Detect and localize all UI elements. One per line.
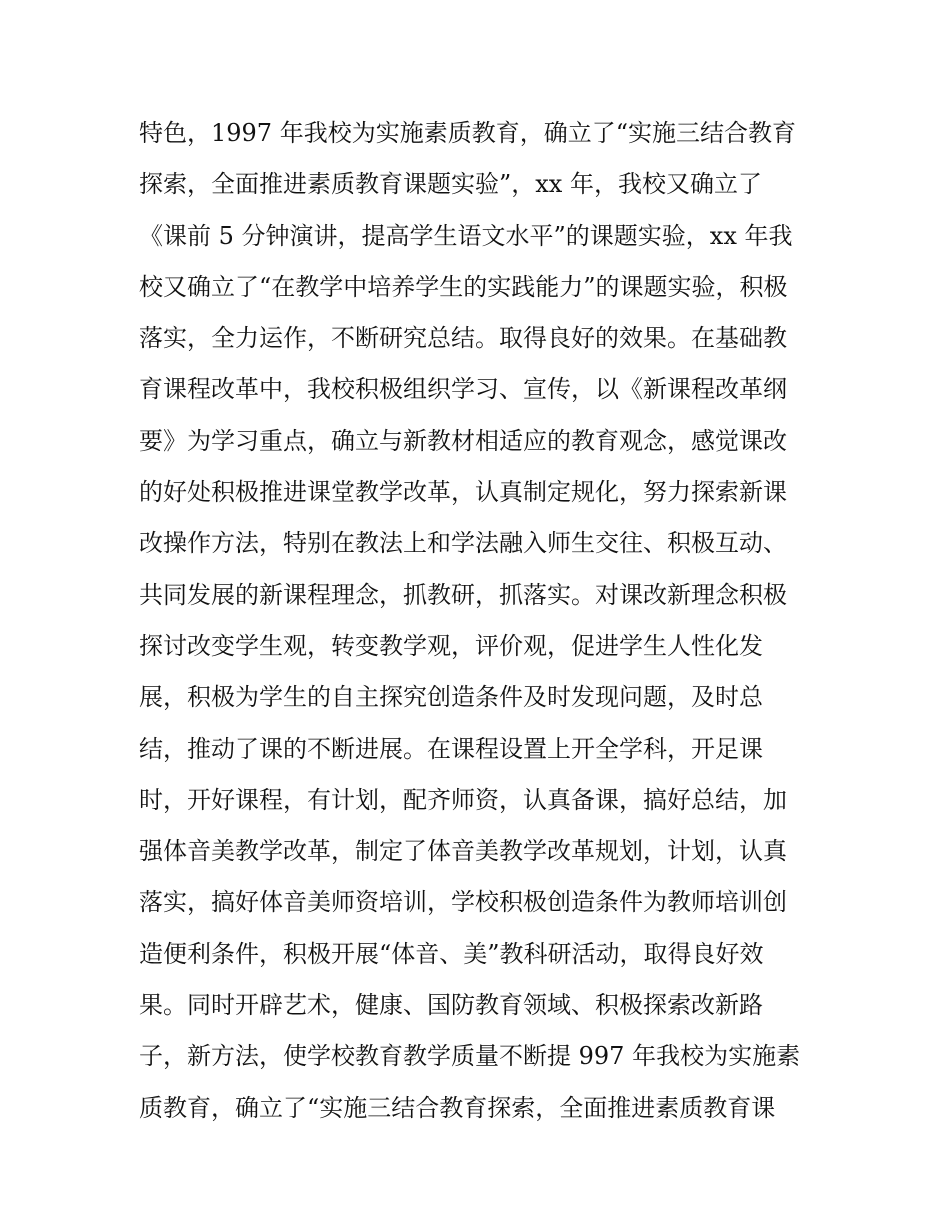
text-line-2: 探索，全面推进素质教育课题实验”，xx 年，我校又确立了 bbox=[139, 170, 762, 199]
text-line-5: 落实，全力运作，不断研究总结。取得良好的效果。在基础教 bbox=[139, 324, 787, 353]
text-line-9: 改操作方法，特别在教法上和学法融入师生交往、积极互动、 bbox=[139, 529, 787, 558]
text-line-14: 时，开好课程，有计划，配齐师资，认真备课，搞好总结，加 bbox=[139, 785, 787, 814]
text-line-6: 育课程改革中，我校积极组织学习、宣传，以《新课程改革纲 bbox=[139, 375, 787, 404]
text-line-18: 果。同时开辟艺术，健康、国防教育领域、积极探索改新路 bbox=[139, 991, 763, 1020]
text-line-16: 落实，搞好体音美师资培训，学校积极创造条件为教师培训创 bbox=[139, 888, 787, 917]
text-line-8: 的好处积极推进课堂教学改革，认真制定规化，努力探索新课 bbox=[139, 478, 787, 507]
text-line-7: 要》为学习重点，确立与新教材相适应的教育观念，感觉课改 bbox=[139, 426, 787, 455]
text-line-20: 质教育，确立了“实施三结合教育探索，全面推进素质教育课 bbox=[139, 1093, 776, 1122]
text-line-4: 校又确立了“在教学中培养学生的实践能力”的课题实验，积极 bbox=[139, 272, 788, 301]
body-text bbox=[139, 108, 819, 1134]
text-line-3: 《课前 5 分钟演讲，提高学生语文水平”的课题实验，xx 年我 bbox=[139, 221, 793, 250]
text-line-15: 强体音美教学改革，制定了体音美教学改革规划，计划，认真 bbox=[139, 837, 787, 866]
text-line-12: 展，积极为学生的自主探究创造条件及时发现问题，及时总 bbox=[139, 683, 763, 712]
text-line-17: 造便利条件，积极开展“体音、美”教科研活动，取得良好效 bbox=[139, 939, 764, 968]
text-line-11: 探讨改变学生观，转变教学观，评价观，促进学生人性化发 bbox=[139, 631, 763, 660]
text-line-13: 结，推动了课的不断进展。在课程设置上开全学科，开足课 bbox=[139, 734, 763, 763]
text-line-1: 特色，1997 年我校为实施素质教育，确立了“实施三结合教育 bbox=[139, 119, 796, 147]
text-line-19: 子，新方法，使学校教育教学质量不断提 997 年我校为实施素 bbox=[139, 1042, 801, 1071]
text-line-10: 共同发展的新课程理念，抓教研，抓落实。对课改新理念积极 bbox=[139, 580, 787, 609]
